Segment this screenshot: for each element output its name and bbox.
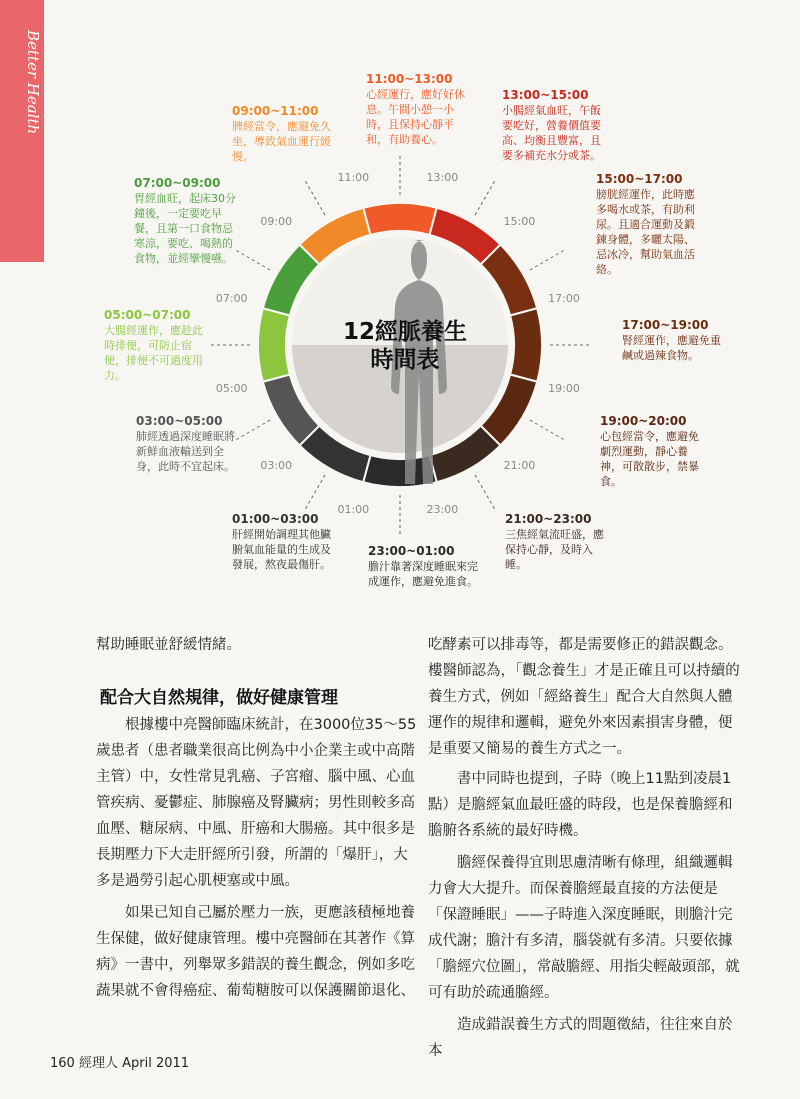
intro-line: 幫助睡眠並舒緩情緒。 — [96, 637, 241, 653]
paragraph: 膽經保養得宜則思慮清晰有條理，組織邏輯力會大大提升。而保養膽經最直接的方法便是「保證睡眠」——子時進入深度睡眠，則膽汁完成代謝；膽汁有多清，腦袋就有多清。只要依據「膽經穴位圖」，常敲膽經、用指尖輕敲頭部，就可有助於疏通膽經。 — [428, 855, 740, 1001]
time-range: 17:00~19:00 — [622, 318, 709, 332]
hour-tick: 07:00 — [215, 292, 248, 306]
paragraph: 書中同時也提到，子時（晚上11點到凌晨1點）是膽經氣血最旺盛的時段，也是保養膽經和膽腑各系統的最好時機。 — [428, 771, 733, 839]
paragraph: 根據樓中亮醫師臨床統計，在3000位35～55歲患者（患者職業很高比例為中小企業主或中高階主管）中，女性常見乳癌、子宮瘤、腦中風、心血管疾病、憂鬱症、肺腺癌及腎臟病；男性則較多高血壓、糖尿病、中風、肝癌和大腸癌。其中很多是長期壓力下大走肝經所引發，所謂的「爆肝」，大多是過勞引起心肌梗塞或中風。 — [96, 717, 417, 889]
time-advice: 胃經血旺，起床30分鐘後，一定要吃早餐，且第一口食物忌寒涼，要吃、喝熱的食物，並經攣慢嚥。 — [134, 192, 236, 265]
paragraph: 如果已知自己屬於壓力一族，更應該積極地養生保健，做好健康管理。樓中亮醫師在其著作《算病》一書中，列舉眾多錯誤的養生觀念，例如多吃蔬果就不會得癌症、葡萄糖胺可以保護關節退化、 — [96, 905, 415, 999]
page-number: 160 — [50, 1056, 75, 1071]
article-col2 — [428, 632, 746, 1064]
magazine-name: 經理人 — [78, 1056, 118, 1071]
section-label: Better Health — [24, 30, 42, 135]
leader-line — [305, 475, 325, 510]
hour-tick: 23:00 — [426, 503, 459, 517]
time-range: 07:00~09:00 — [134, 176, 221, 190]
time-advice: 小腸經氣血旺，午飯要吃好，營養價值要高、均衡且豐富，且要多補充水分或茶。 — [502, 104, 601, 162]
time-advice: 膽汁靠著深度睡眠來完成運作，應避免進食。 — [368, 560, 478, 588]
time-advice: 肺經透過深度睡眠將新鮮血液輸送到全身，此時不宜起床。 — [136, 430, 235, 473]
time-range: 09:00~11:00 — [232, 104, 319, 118]
time-segment-label — [622, 318, 730, 363]
page-footer — [50, 1052, 189, 1071]
time-range: 11:00~13:00 — [366, 72, 453, 86]
time-range: 05:00~07:00 — [104, 308, 191, 322]
time-segment-label — [505, 512, 613, 572]
time-segment-label — [104, 308, 208, 383]
time-segment-label — [232, 104, 340, 164]
hour-tick: 15:00 — [503, 215, 536, 229]
article-heading: 配合大自然規律，做好健康管理 — [100, 688, 338, 708]
time-segment-label — [502, 88, 608, 163]
time-advice: 腎經運作，應避免重鹹或過辣食物。 — [622, 334, 721, 362]
time-range: 23:00~01:00 — [368, 544, 455, 558]
hour-tick: 19:00 — [548, 381, 580, 395]
leader-line — [235, 250, 270, 270]
time-segment-label — [596, 172, 700, 277]
time-segment-label — [366, 72, 466, 147]
time-segment-label — [134, 176, 238, 266]
time-advice: 膀胱經運作，此時應多喝水或茶，有助利尿。且適合運動及鍛鍊身體，多曬太陽、忌冰冷，幫助氣血活絡。 — [596, 188, 695, 276]
time-advice: 大腸經運作，應趁此時排便，可防止宿便，排便不可過度用力。 — [104, 324, 203, 382]
ring-segment — [258, 308, 290, 382]
leader-line — [475, 180, 495, 215]
time-segment-label — [368, 544, 478, 589]
time-advice: 三焦經氣流旺盛，應保持心靜，及時入睡。 — [505, 528, 604, 571]
hour-tick: 21:00 — [503, 458, 536, 472]
leader-line — [305, 180, 325, 215]
paragraph: 吃酵素可以排毒等，都是需要修正的錯誤觀念。樓醫師認為，「觀念養生」才是正確且可以持續的養生方式，例如「經絡養生」配合大自然與人體運作的規律和邏輯，避免外來因素損害身體，便是重要又簡易的養生方式之一。 — [428, 637, 740, 757]
time-range: 01:00~03:00 — [232, 512, 319, 526]
time-range: 15:00~17:00 — [596, 172, 683, 186]
hour-tick: 01:00 — [337, 503, 370, 517]
time-segment-label — [232, 512, 340, 572]
leader-line — [530, 420, 565, 440]
time-advice: 心包經當令，應避免劇烈運動，靜心養神，可散散步，禁暴食。 — [600, 430, 699, 488]
issue-date: April 2011 — [122, 1056, 190, 1071]
ring-segment — [510, 308, 542, 382]
time-segment-label — [136, 414, 242, 474]
time-advice: 心經運行，應好好休息。午間小憩一小時，且保持心靜平和，有助養心。 — [366, 88, 465, 146]
hour-tick: 13:00 — [426, 170, 459, 184]
leader-line — [475, 475, 495, 510]
time-range: 19:00~20:00 — [600, 414, 687, 428]
time-range: 21:00~23:00 — [505, 512, 592, 526]
time-advice: 脾經當令，應避免久坐，導致氣血運行緩慢。 — [232, 120, 331, 163]
hour-tick: 09:00 — [260, 215, 293, 229]
leader-line — [530, 250, 565, 270]
hour-tick: 17:00 — [548, 292, 580, 306]
paragraph: 造成錯誤養生方式的問題徵結，往往來自於本 — [428, 1017, 733, 1059]
hour-tick: 05:00 — [215, 381, 248, 395]
ring-segment — [363, 203, 437, 235]
time-range: 03:00~05:00 — [136, 414, 223, 428]
time-advice: 肝經開始調理其他臟腑氣血能量的生成及發展，熬夜最傷肝。 — [232, 528, 331, 571]
time-range: 13:00~15:00 — [502, 88, 589, 102]
hour-tick: 11:00 — [337, 170, 370, 184]
chart-title: 12經脈養生 時間表 — [342, 319, 467, 373]
hour-tick: 03:00 — [260, 458, 293, 472]
time-segment-label — [600, 414, 704, 489]
article-col1 — [96, 712, 418, 1004]
